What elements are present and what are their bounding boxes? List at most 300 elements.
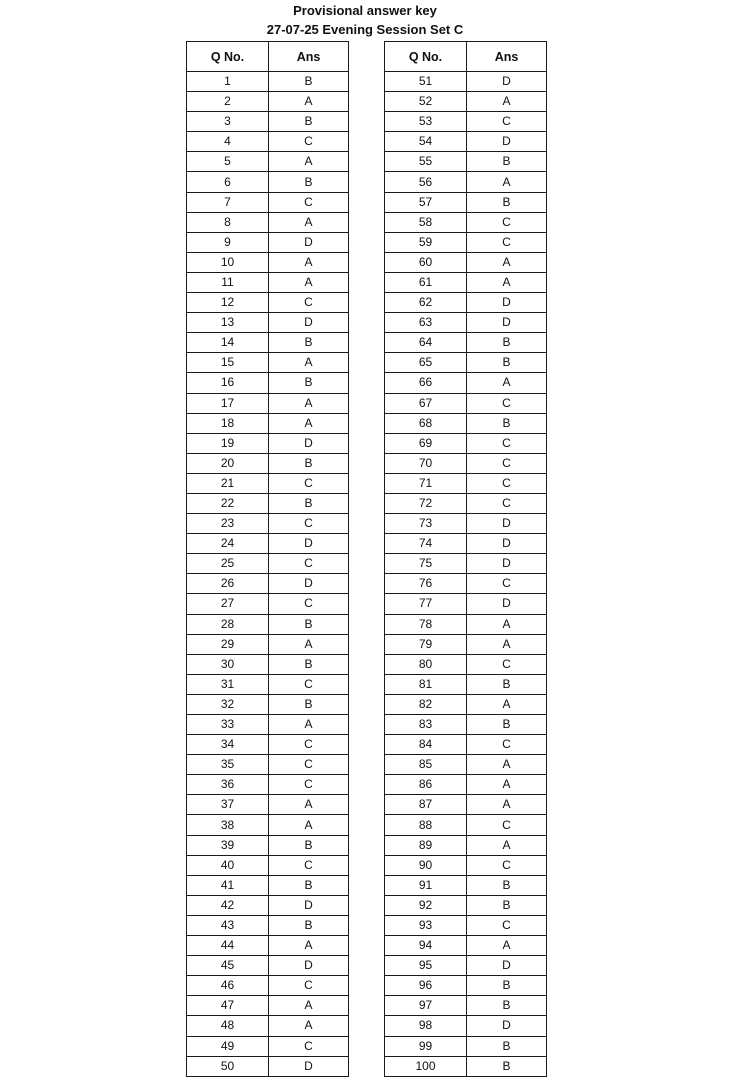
table-row [385,895,547,915]
answer-cell: A [467,272,547,292]
table-row [385,855,547,875]
table-row [385,956,547,976]
table-row [385,433,547,453]
question-number: 56 [385,172,467,192]
question-number: 95 [385,956,467,976]
answer-cell: D [467,514,547,534]
table-row [385,735,547,755]
question-number: 10 [187,252,269,272]
question-number: 19 [187,433,269,453]
table-row [187,554,349,574]
question-number: 22 [187,493,269,513]
answer-cell: B [269,493,349,513]
table-row [385,755,547,775]
table-row [385,493,547,513]
table-row [385,634,547,654]
question-number: 77 [385,594,467,614]
question-number: 49 [187,1036,269,1056]
answer-cell: D [269,433,349,453]
table-row [385,313,547,333]
question-number: 14 [187,333,269,353]
question-number: 9 [187,232,269,252]
question-number: 85 [385,755,467,775]
table-row [187,373,349,393]
answer-cell: C [467,212,547,232]
question-number: 97 [385,996,467,1016]
answer-cell: C [467,393,547,413]
question-number: 100 [385,1056,467,1076]
answer-cell: D [467,132,547,152]
table-row [187,192,349,212]
answer-cell: B [467,353,547,373]
answer-cell: D [467,313,547,333]
table-row [187,293,349,313]
table-row [187,92,349,112]
question-number: 83 [385,715,467,735]
question-number: 50 [187,1056,269,1076]
table-row [385,453,547,473]
answer-cell: B [269,333,349,353]
question-number: 18 [187,413,269,433]
question-number: 27 [187,594,269,614]
answer-cell: C [269,674,349,694]
answer-cell: D [269,895,349,915]
answer-cell: B [269,654,349,674]
table-row [187,232,349,252]
question-number: 59 [385,232,467,252]
answer-cell: C [269,855,349,875]
table-row [385,252,547,272]
q-no-header: Q No. [187,42,269,72]
answer-cell: A [467,634,547,654]
answer-cell: A [269,393,349,413]
table-row [187,493,349,513]
table-row [385,1016,547,1036]
answer-cell: A [269,353,349,373]
answer-cell: B [269,72,349,92]
question-number: 16 [187,373,269,393]
answer-cell: B [269,694,349,714]
table-row [187,755,349,775]
question-number: 87 [385,795,467,815]
question-number: 81 [385,674,467,694]
table-row [385,333,547,353]
question-number: 17 [187,393,269,413]
table-row [385,976,547,996]
question-number: 98 [385,1016,467,1036]
question-number: 53 [385,112,467,132]
answer-cell: B [269,875,349,895]
question-number: 26 [187,574,269,594]
table-row [385,936,547,956]
answer-cell: C [269,514,349,534]
table-row [385,373,547,393]
question-number: 63 [385,313,467,333]
question-number: 93 [385,915,467,935]
question-number: 8 [187,212,269,232]
question-number: 45 [187,956,269,976]
question-number: 78 [385,614,467,634]
question-number: 1 [187,72,269,92]
answer-cell: C [269,554,349,574]
table-row [187,634,349,654]
answer-cell: D [467,956,547,976]
answer-table-left [186,41,349,1077]
table-row [385,152,547,172]
table-row [187,1036,349,1056]
answer-cell: B [269,915,349,935]
answer-cell: B [269,172,349,192]
answer-cell: A [467,936,547,956]
answer-cell: C [467,574,547,594]
answer-cell: A [467,252,547,272]
ans-header: Ans [269,42,349,72]
question-number: 39 [187,835,269,855]
question-number: 2 [187,92,269,112]
question-number: 82 [385,694,467,714]
answer-cell: C [467,654,547,674]
question-number: 36 [187,775,269,795]
question-number: 58 [385,212,467,232]
question-number: 96 [385,976,467,996]
answer-cell: D [467,1016,547,1036]
answer-cell: A [467,92,547,112]
table-row [385,232,547,252]
table-row [187,875,349,895]
answer-cell: A [269,996,349,1016]
table-row [187,433,349,453]
question-number: 38 [187,815,269,835]
question-number: 51 [385,72,467,92]
question-number: 73 [385,514,467,534]
answer-cell: C [467,493,547,513]
answer-cell: D [467,534,547,554]
question-number: 4 [187,132,269,152]
answer-cell: C [269,594,349,614]
question-number: 28 [187,614,269,634]
question-number: 67 [385,393,467,413]
answer-cell: A [269,272,349,292]
answer-cell: A [269,936,349,956]
table-row [385,293,547,313]
table-row [385,413,547,433]
answer-cell: C [467,915,547,935]
answer-cell: A [269,152,349,172]
answer-cell: B [269,373,349,393]
question-number: 54 [385,132,467,152]
question-number: 7 [187,192,269,212]
answer-cell: A [269,252,349,272]
table-row [187,1016,349,1036]
question-number: 89 [385,835,467,855]
table-row [187,976,349,996]
answer-cell: C [467,453,547,473]
question-number: 55 [385,152,467,172]
ans-header: Ans [467,42,547,72]
question-number: 71 [385,473,467,493]
table-row [385,694,547,714]
answer-cell: B [467,192,547,212]
table-row [385,654,547,674]
table-row [187,996,349,1016]
question-number: 60 [385,252,467,272]
table-row [385,192,547,212]
question-number: 92 [385,895,467,915]
table-row [187,393,349,413]
answer-cell: D [467,554,547,574]
question-number: 42 [187,895,269,915]
table-row [187,152,349,172]
answer-table-right [384,41,547,1077]
question-number: 84 [385,735,467,755]
question-number: 6 [187,172,269,192]
table-row [187,413,349,433]
answer-cell: B [467,1056,547,1076]
question-number: 40 [187,855,269,875]
table-row [385,1056,547,1076]
question-number: 41 [187,875,269,895]
question-number: 12 [187,293,269,313]
question-number: 44 [187,936,269,956]
answer-cell: B [467,333,547,353]
question-number: 70 [385,453,467,473]
question-number: 80 [385,654,467,674]
question-number: 52 [385,92,467,112]
answer-cell: A [467,373,547,393]
question-number: 48 [187,1016,269,1036]
answer-cell: D [467,72,547,92]
table-row [187,252,349,272]
answer-cell: C [269,473,349,493]
table-row [187,815,349,835]
table-row [187,895,349,915]
table-row [187,674,349,694]
question-number: 69 [385,433,467,453]
question-number: 62 [385,293,467,313]
question-number: 94 [385,936,467,956]
answer-cell: C [467,855,547,875]
question-number: 57 [385,192,467,212]
table-row [385,92,547,112]
table-row [385,132,547,152]
answer-cell: B [269,453,349,473]
table-row [187,654,349,674]
answer-cell: C [269,1036,349,1056]
answer-cell: D [269,574,349,594]
question-number: 11 [187,272,269,292]
table-row [385,614,547,634]
answer-cell: C [269,775,349,795]
answer-cell: B [467,413,547,433]
answer-cell: C [269,976,349,996]
answer-cell: C [269,132,349,152]
answer-cell: B [467,996,547,1016]
answer-cell: A [269,1016,349,1036]
answer-cell: A [467,795,547,815]
question-number: 15 [187,353,269,373]
answer-cell: B [467,875,547,895]
document-subtitle: 27-07-25 Evening Session Set C [266,22,464,37]
answer-cell: B [467,152,547,172]
question-number: 5 [187,152,269,172]
answer-cell: A [269,413,349,433]
answer-cell: B [467,1036,547,1056]
question-number: 31 [187,674,269,694]
answer-cell: A [269,634,349,654]
table-row [187,855,349,875]
answer-cell: A [467,172,547,192]
question-number: 46 [187,976,269,996]
table-row [187,594,349,614]
table-row [385,1036,547,1056]
question-number: 29 [187,634,269,654]
answer-cell: C [467,815,547,835]
answer-cell: C [269,735,349,755]
document-title: Provisional answer key [293,3,437,18]
table-row [385,996,547,1016]
answer-cell: B [269,614,349,634]
question-number: 90 [385,855,467,875]
table-row [385,172,547,192]
question-number: 76 [385,574,467,594]
answer-cell: C [269,293,349,313]
table-row [187,936,349,956]
answer-cell: A [269,815,349,835]
table-row [187,333,349,353]
question-number: 74 [385,534,467,554]
q-no-header: Q No. [385,42,467,72]
table-row [385,674,547,694]
question-number: 35 [187,755,269,775]
answer-cell: D [269,956,349,976]
table-row [385,212,547,232]
answer-cell: A [269,212,349,232]
question-number: 30 [187,654,269,674]
question-number: 68 [385,413,467,433]
answer-cell: D [269,232,349,252]
answer-cell: A [467,835,547,855]
question-number: 33 [187,715,269,735]
answer-cell: B [269,835,349,855]
table-row [187,313,349,333]
table-row [187,132,349,152]
answer-cell: C [467,473,547,493]
answer-cell: A [269,715,349,735]
answer-cell: C [467,112,547,132]
table-row [187,453,349,473]
table-row [187,715,349,735]
table-row [187,1056,349,1076]
table-row [385,272,547,292]
table-row [187,956,349,976]
question-number: 91 [385,875,467,895]
question-number: 79 [385,634,467,654]
table-row [385,594,547,614]
answer-cell: D [269,313,349,333]
table-row [187,915,349,935]
question-number: 99 [385,1036,467,1056]
question-number: 13 [187,313,269,333]
table-row [187,835,349,855]
answer-cell: D [269,534,349,554]
table-row [187,534,349,554]
table-row [187,272,349,292]
table-row [187,694,349,714]
question-number: 24 [187,534,269,554]
table-row [385,915,547,935]
answer-cell: C [269,192,349,212]
table-row [385,393,547,413]
table-row [385,554,547,574]
answer-cell: D [467,594,547,614]
table-row [187,72,349,92]
table-row [385,514,547,534]
table-row [187,212,349,232]
answer-cell: B [269,112,349,132]
table-row [187,473,349,493]
table-row [187,112,349,132]
question-number: 47 [187,996,269,1016]
answer-cell: A [467,694,547,714]
question-number: 37 [187,795,269,815]
answer-cell: C [467,232,547,252]
question-number: 25 [187,554,269,574]
table-row [385,835,547,855]
table-row [385,715,547,735]
answer-cell: C [467,433,547,453]
answer-cell: A [467,755,547,775]
table-row [385,775,547,795]
question-number: 65 [385,353,467,373]
table-row [385,815,547,835]
table-header-row [385,42,547,72]
answer-cell: A [467,614,547,634]
question-number: 61 [385,272,467,292]
table-row [385,875,547,895]
question-number: 72 [385,493,467,513]
table-row [187,775,349,795]
answer-cell: A [269,92,349,112]
question-number: 75 [385,554,467,574]
answer-cell: B [467,976,547,996]
table-row [187,795,349,815]
question-number: 64 [385,333,467,353]
question-number: 21 [187,473,269,493]
question-number: 32 [187,694,269,714]
table-row [187,353,349,373]
answer-cell: B [467,715,547,735]
table-row [385,534,547,554]
question-number: 88 [385,815,467,835]
question-number: 86 [385,775,467,795]
table-row [385,795,547,815]
question-number: 20 [187,453,269,473]
answer-cell: D [467,293,547,313]
table-row [385,473,547,493]
answer-cell: B [467,895,547,915]
answer-cell: B [467,674,547,694]
answer-cell: D [269,1056,349,1076]
table-row [385,112,547,132]
answer-cell: A [467,775,547,795]
table-row [187,172,349,192]
table-row [187,614,349,634]
question-number: 3 [187,112,269,132]
table-row [187,514,349,534]
question-number: 34 [187,735,269,755]
answer-cell: A [269,795,349,815]
question-number: 23 [187,514,269,534]
